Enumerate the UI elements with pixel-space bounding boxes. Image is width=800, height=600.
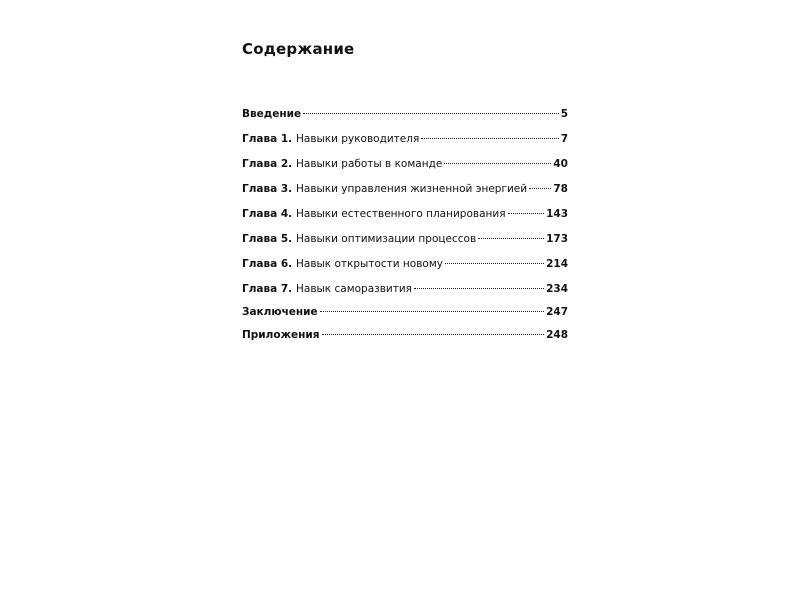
dot-leader [529,188,551,189]
toc-entry-chapter-6[interactable] [242,258,568,283]
toc-entry-introduction[interactable] [242,108,568,133]
toc-entry-label: Введение [242,108,302,120]
dot-leader [320,311,544,312]
toc-entry-chapter-4[interactable] [242,208,568,233]
toc-page-number: 78 [553,183,568,195]
toc-chapter-label: Глава 6. [242,258,293,270]
dot-leader [421,138,558,139]
toc-page-number: 173 [546,233,568,245]
toc-chapter-title: Навыки руководителя [296,133,420,145]
toc-chapter-label: Глава 3. [242,183,293,195]
toc-page-number: 143 [546,208,568,220]
toc-chapter-label: Глава 1. [242,133,293,145]
toc-page-number: 247 [546,306,568,318]
toc-entry-appendices[interactable] [242,329,568,352]
page-title: Содержание [242,40,355,58]
dot-leader [322,334,545,335]
dot-leader [445,263,544,264]
toc-entry-chapter-2[interactable] [242,158,568,183]
toc-chapter-title: Навыки оптимизации процессов [296,233,477,245]
toc-page-number: 248 [546,329,568,341]
table-of-contents [242,108,568,352]
toc-chapter-label: Глава 7. [242,283,293,295]
toc-chapter-label: Глава 2. [242,158,293,170]
toc-entry-chapter-5[interactable] [242,233,568,258]
dot-leader [444,163,551,164]
toc-chapter-title: Навыки работы в команде [296,158,443,170]
toc-entry-label: Заключение [242,306,318,318]
toc-chapter-title: Навыки естественного планирования [296,208,506,220]
toc-entry-label: Приложения [242,329,320,341]
toc-entry-chapter-7[interactable] [242,283,568,306]
toc-chapter-title: Навыки управления жизненной энергией [296,183,528,195]
toc-page-number: 7 [560,133,568,145]
toc-page-number: 5 [560,108,568,120]
dot-leader [414,288,544,289]
dot-leader [478,238,544,239]
toc-chapter-title: Навык саморазвития [296,283,412,295]
toc-page-number: 40 [553,158,568,170]
toc-chapter-label: Глава 5. [242,233,293,245]
toc-page-number: 234 [546,283,568,295]
toc-entry-chapter-3[interactable] [242,183,568,208]
dot-leader [508,213,545,214]
toc-chapter-label: Глава 4. [242,208,293,220]
toc-entry-chapter-1[interactable] [242,133,568,158]
toc-page-number: 214 [546,258,568,270]
toc-chapter-title: Навык открытости новому [296,258,443,270]
dot-leader [303,113,559,114]
toc-entry-conclusion[interactable] [242,306,568,329]
